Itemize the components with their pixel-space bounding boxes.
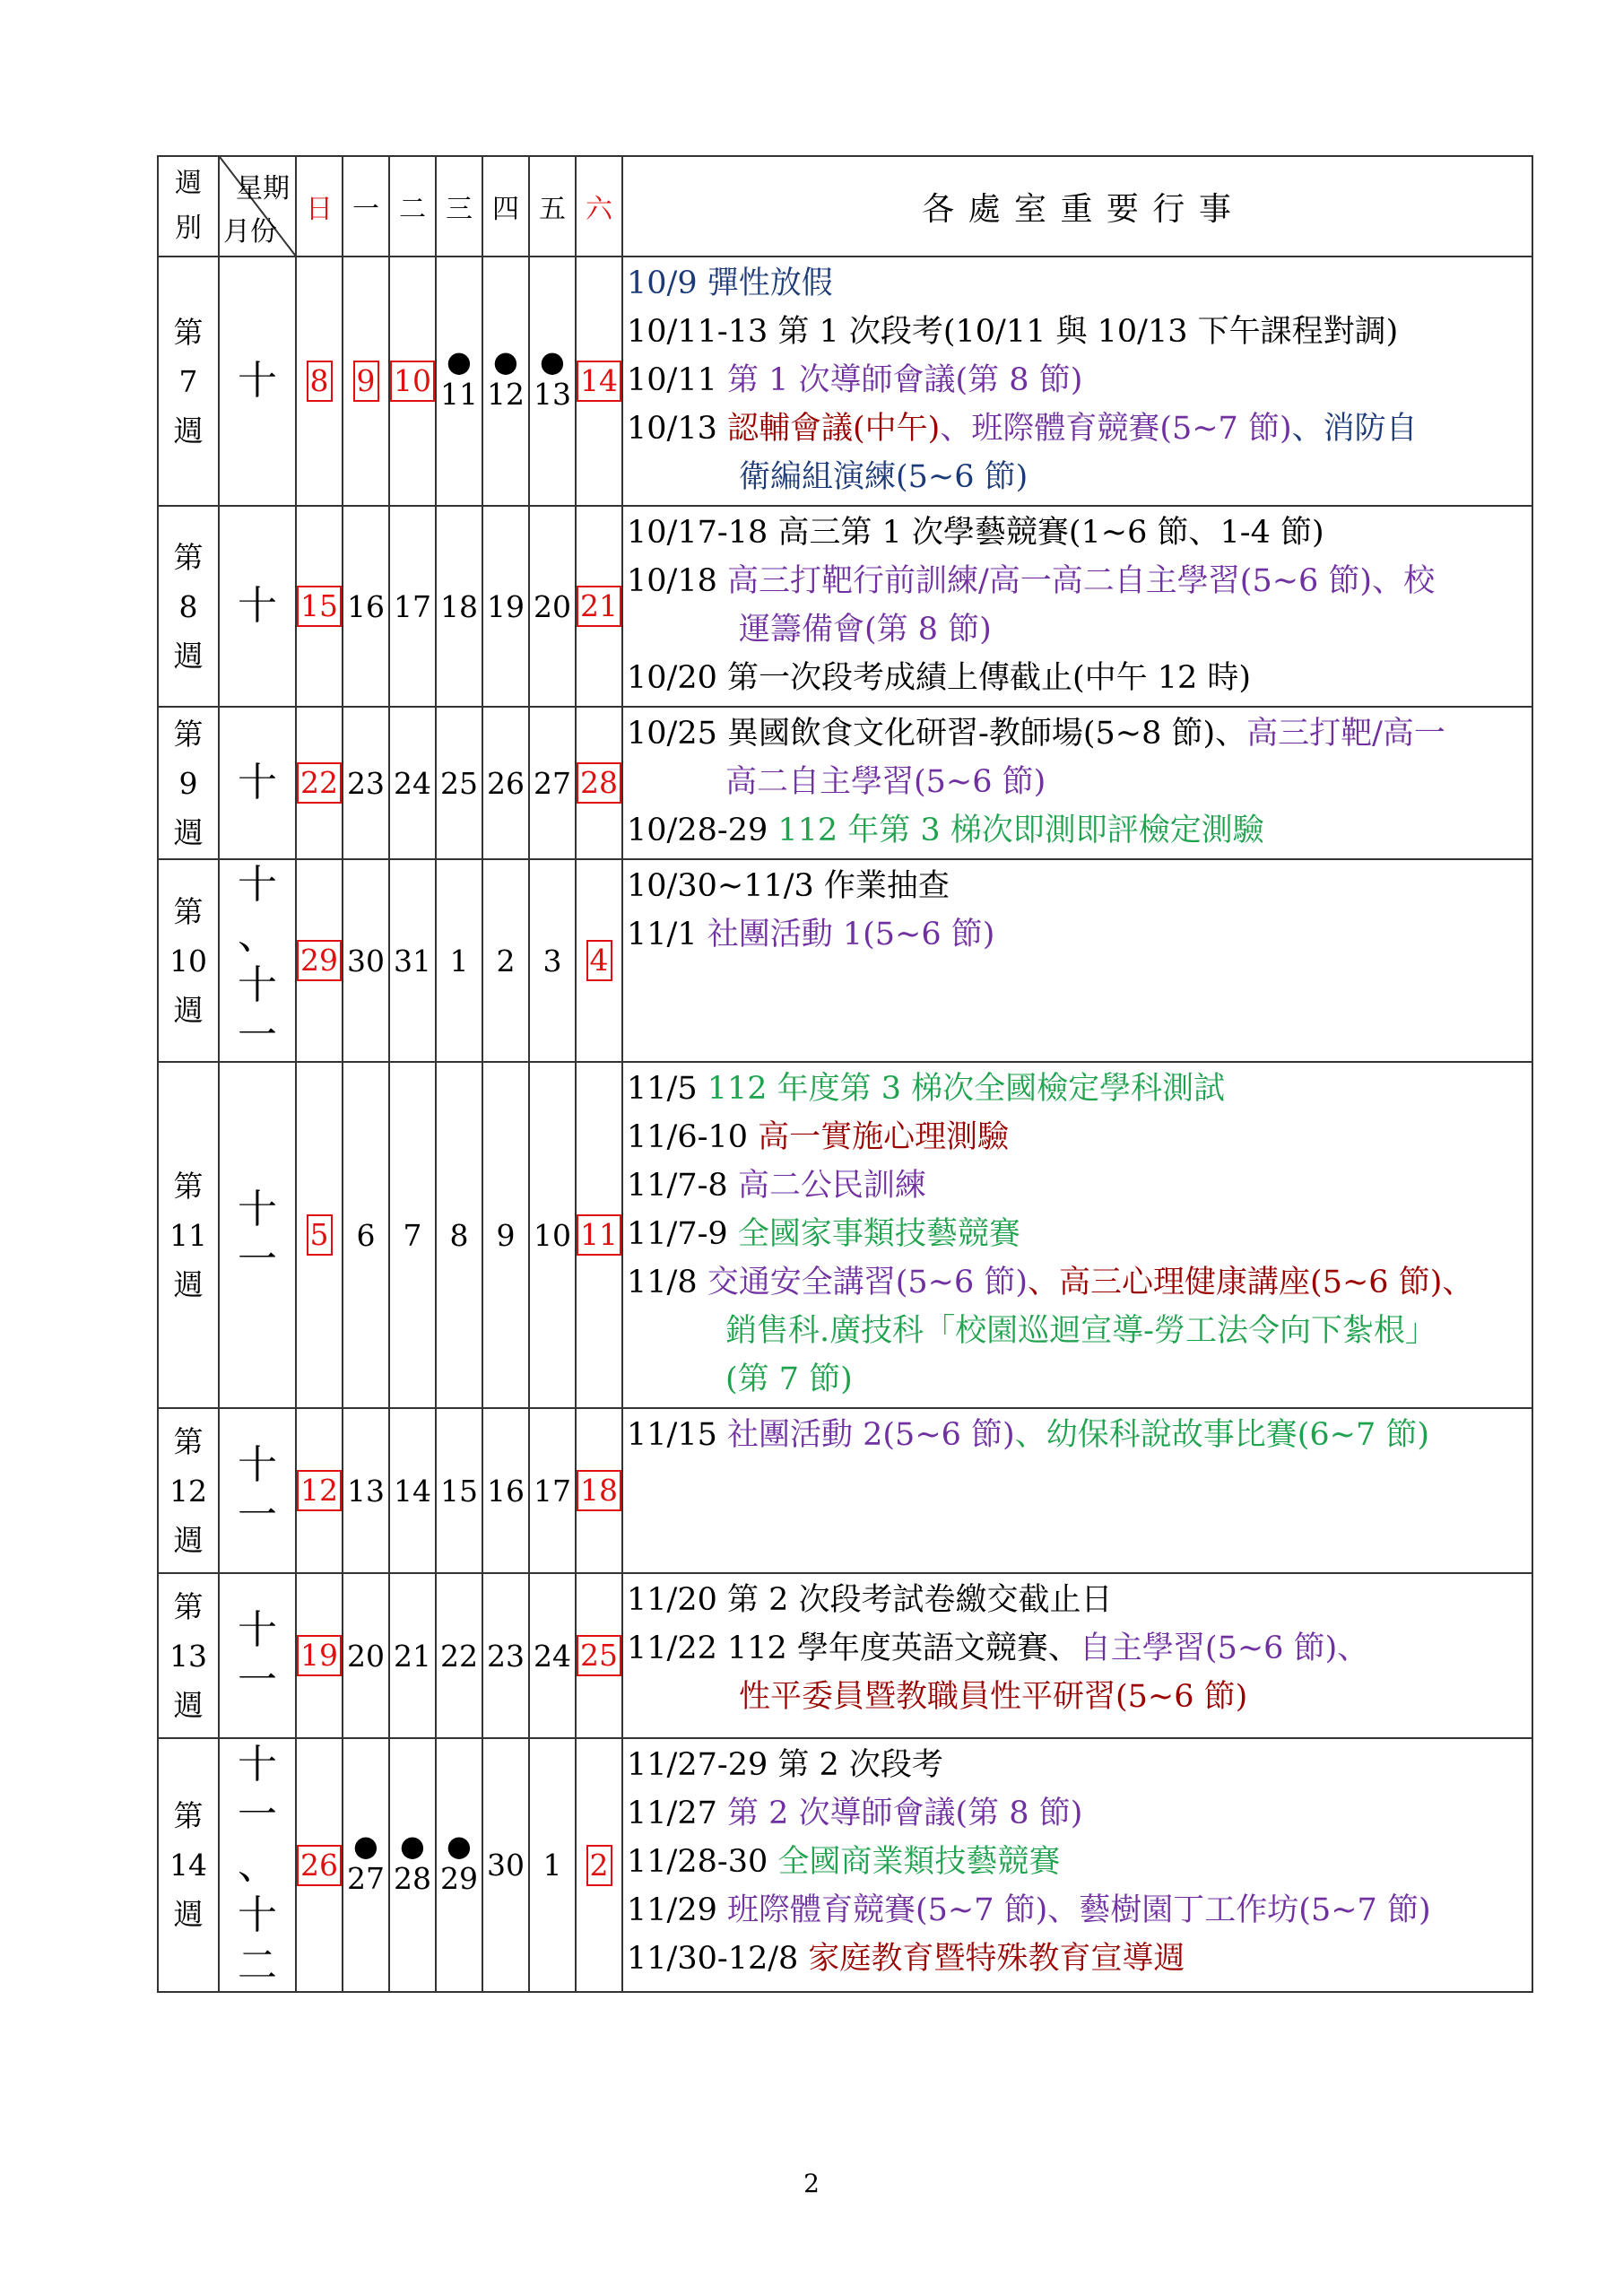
month-label-char: 十 bbox=[238, 1187, 277, 1232]
week-label-char: 第 bbox=[173, 716, 204, 752]
month-label-char: 十 bbox=[238, 760, 277, 805]
day-cell-sat bbox=[576, 1408, 622, 1573]
holiday-day-number: 18 bbox=[577, 1470, 621, 1511]
day-cell-sun bbox=[296, 1408, 343, 1573]
day-number: 10 bbox=[534, 1217, 571, 1253]
day-cell-wed bbox=[436, 506, 482, 707]
event-text: 11/20 第 2 次段考試卷繳交截止日 bbox=[627, 1582, 1113, 1618]
week-label-char: 第 bbox=[173, 314, 204, 350]
event-line bbox=[627, 1210, 1532, 1258]
event-text: 10/13 bbox=[627, 411, 727, 447]
event-text: 10/11-13 第 1 次段考(10/11 與 10/13 下午課程對調) bbox=[627, 314, 1399, 350]
event-line bbox=[627, 862, 1532, 910]
event-text: 10/28-29 bbox=[627, 813, 778, 848]
week-label-char: 9 bbox=[178, 765, 198, 801]
month-label-char: 十 bbox=[238, 962, 277, 1008]
week-row bbox=[158, 1062, 1532, 1408]
event-text: 112 年第 3 梯次即測即評檢定測驗 bbox=[777, 813, 1264, 848]
event-line bbox=[627, 1576, 1532, 1624]
day-cell-sun bbox=[296, 1573, 343, 1738]
event-text: 10/30~11/3 作業抽查 bbox=[627, 868, 950, 904]
week-label-char: 第 bbox=[173, 893, 204, 929]
event-text: 11/30-12/8 bbox=[627, 1941, 809, 1977]
day-cell-sat bbox=[576, 1573, 622, 1738]
week-label-char: 週 bbox=[173, 1897, 204, 1932]
page-number: 2 bbox=[803, 2169, 820, 2198]
holiday-day-number: 4 bbox=[586, 940, 612, 981]
week-label bbox=[158, 1408, 219, 1573]
week-label bbox=[158, 257, 219, 506]
month-label bbox=[219, 859, 296, 1062]
week-column-header: 週 別 bbox=[158, 156, 219, 257]
month-label bbox=[219, 506, 296, 707]
week-label bbox=[158, 859, 219, 1062]
week-label-char: 10 bbox=[169, 943, 207, 978]
day-cell-tue bbox=[389, 257, 436, 506]
week-label-char: 週 bbox=[173, 1266, 204, 1302]
week-label-char: 13 bbox=[169, 1638, 207, 1674]
events-cell bbox=[622, 1062, 1532, 1408]
event-line bbox=[627, 1258, 1532, 1307]
event-text: 社團活動 2(5~6 節) bbox=[727, 1417, 1015, 1453]
day-cell-mon bbox=[343, 506, 389, 707]
day-cell-mon bbox=[343, 859, 389, 1062]
day-cell-thu bbox=[482, 506, 529, 707]
month-label bbox=[219, 1062, 296, 1408]
day-number: 2 bbox=[496, 943, 516, 978]
month-label bbox=[219, 1408, 296, 1573]
week-label-char: 7 bbox=[178, 363, 198, 399]
day-cell-sun bbox=[296, 257, 343, 506]
day-cell-tue bbox=[389, 1573, 436, 1738]
event-line bbox=[627, 605, 1532, 654]
events-cell bbox=[622, 1408, 1532, 1573]
holiday-day-number: 8 bbox=[307, 361, 333, 402]
events-cell bbox=[622, 506, 1532, 707]
day-cell-mon bbox=[343, 1062, 389, 1408]
day-number: 27 bbox=[534, 765, 571, 801]
day-number: 13 bbox=[534, 377, 571, 412]
day-cell-sat bbox=[576, 506, 622, 707]
week-row bbox=[158, 506, 1532, 707]
event-line bbox=[627, 1065, 1532, 1113]
day-cell-thu bbox=[482, 1408, 529, 1573]
day-header-fri: 五 bbox=[529, 156, 576, 257]
event-text: 全國商業類技藝競賽 bbox=[777, 1844, 1061, 1880]
holiday-day-number: 14 bbox=[577, 361, 621, 402]
day-number: 24 bbox=[534, 1638, 571, 1674]
holiday-day-number: 15 bbox=[297, 586, 342, 627]
holiday-day-number: 2 bbox=[586, 1845, 612, 1886]
day-cell-mon bbox=[343, 707, 389, 859]
day-cell-sat bbox=[576, 257, 622, 506]
diag-weekday-label: 星期 bbox=[236, 173, 290, 204]
week-row bbox=[158, 1573, 1532, 1738]
event-text: 自主學習(5~6 節)、 bbox=[1079, 1631, 1369, 1666]
week-label-char: 8 bbox=[178, 588, 198, 624]
day-cell-wed bbox=[436, 707, 482, 859]
week-label-char: 第 bbox=[173, 1423, 204, 1459]
month-label-char: 一 bbox=[238, 1657, 277, 1703]
day-number: 14 bbox=[394, 1473, 431, 1509]
day-cell-thu bbox=[482, 1573, 529, 1738]
event-text: 11/29 bbox=[627, 1892, 727, 1928]
event-line bbox=[627, 259, 1532, 308]
week-label bbox=[158, 1738, 219, 1992]
day-number: 29 bbox=[440, 1860, 478, 1896]
day-number: 27 bbox=[347, 1860, 385, 1896]
exam-dot-icon: ● bbox=[353, 1828, 378, 1863]
day-cell-tue bbox=[389, 1408, 436, 1573]
day-cell-tue bbox=[389, 707, 436, 859]
month-label-char: 一 bbox=[238, 1013, 277, 1058]
day-number: 17 bbox=[394, 588, 431, 624]
week-label-char: 週 bbox=[173, 413, 204, 448]
events-header: 各 處 室 重 要 行 事 bbox=[622, 156, 1532, 257]
event-text: 11/15 bbox=[627, 1417, 727, 1453]
events-cell bbox=[622, 1738, 1532, 1992]
event-text: 、消防自 bbox=[1291, 411, 1418, 447]
holiday-day-number: 10 bbox=[390, 361, 435, 402]
event-text: 認輔會議(中午) bbox=[727, 411, 941, 447]
day-number: 17 bbox=[534, 1473, 571, 1509]
day-header-sat: 六 bbox=[576, 156, 622, 257]
month-label-char: 、 bbox=[238, 912, 277, 958]
event-line bbox=[627, 654, 1532, 702]
events-cell bbox=[622, 1573, 1532, 1738]
month-label-char: 一 bbox=[238, 1492, 277, 1538]
week-label-char: 12 bbox=[169, 1473, 207, 1509]
day-cell-thu bbox=[482, 1738, 529, 1992]
week-label-char: 第 bbox=[173, 1168, 204, 1204]
day-cell-wed bbox=[436, 1573, 482, 1738]
day-cell-mon bbox=[343, 1408, 389, 1573]
event-text: (第 7 節) bbox=[725, 1361, 853, 1397]
day-number: 16 bbox=[487, 1473, 525, 1509]
events-cell bbox=[622, 859, 1532, 1062]
day-number: 12 bbox=[487, 377, 525, 412]
day-number: 3 bbox=[542, 943, 562, 978]
event-line bbox=[627, 1673, 1532, 1721]
day-number: 9 bbox=[496, 1217, 516, 1253]
day-cell-wed bbox=[436, 859, 482, 1062]
week-label bbox=[158, 1573, 219, 1738]
month-label-char: 十 bbox=[238, 1607, 277, 1653]
day-number: 23 bbox=[347, 765, 385, 801]
day-cell-sun bbox=[296, 506, 343, 707]
event-line bbox=[627, 758, 1532, 806]
exam-dot-icon: ● bbox=[493, 344, 518, 378]
day-number: 20 bbox=[347, 1638, 385, 1674]
day-cell-fri bbox=[529, 506, 576, 707]
day-header-tue: 二 bbox=[389, 156, 436, 257]
week-row bbox=[158, 707, 1532, 859]
day-header-thu: 四 bbox=[482, 156, 529, 257]
week-label-char: 週 bbox=[173, 992, 204, 1028]
week-row bbox=[158, 257, 1532, 506]
event-text: 第 1 次導師會議(第 8 節) bbox=[727, 362, 1083, 398]
weekday-month-diagonal-header bbox=[219, 156, 296, 257]
week-label-char: 第 bbox=[173, 539, 204, 575]
event-text: 11/5 bbox=[627, 1071, 707, 1107]
event-text: 班際體育競賽(5~7 節)、藝樹園丁工作坊(5~7 節) bbox=[727, 1892, 1431, 1928]
day-number: 1 bbox=[542, 1848, 562, 1883]
day-number: 22 bbox=[440, 1638, 478, 1674]
exam-dot-icon: ● bbox=[447, 1828, 472, 1863]
day-cell-mon bbox=[343, 257, 389, 506]
week-label-char: 週 bbox=[173, 1522, 204, 1558]
event-text: 10/20 第一次段考成績上傳截止(中午 12 時) bbox=[627, 660, 1252, 696]
day-number: 21 bbox=[394, 1638, 431, 1674]
event-text: 11/27-29 第 2 次段考 bbox=[627, 1747, 943, 1783]
week-row bbox=[158, 1738, 1532, 1992]
exam-dot-icon: ● bbox=[447, 344, 472, 378]
month-label-char: 二 bbox=[238, 1942, 277, 1988]
holiday-day-number: 26 bbox=[297, 1845, 342, 1886]
event-text: 交通安全講習(5~6 節) bbox=[707, 1265, 1028, 1300]
month-label-char: 、 bbox=[238, 1841, 277, 1888]
event-text: 銷售科.廣技科「校園巡迴宣導-勞工法令向下紮根」 bbox=[725, 1313, 1436, 1349]
day-cell-thu bbox=[482, 1062, 529, 1408]
week-label-char: 週 bbox=[173, 638, 204, 674]
event-text: 10/18 bbox=[627, 563, 727, 599]
day-cell-sat bbox=[576, 1738, 622, 1992]
day-number: 20 bbox=[534, 588, 571, 624]
event-text: 112 年度第 3 梯次全國檢定學科測試 bbox=[707, 1071, 1226, 1107]
month-label-char: 一 bbox=[238, 1237, 277, 1283]
calendar-body bbox=[158, 257, 1532, 1992]
week-label-char: 14 bbox=[169, 1848, 207, 1883]
week-label-char: 週 bbox=[173, 1687, 204, 1723]
event-text: 10/25 異國飲食文化研習-教師場(5~8 節)、 bbox=[627, 716, 1247, 752]
month-label-char: 十 bbox=[238, 358, 277, 404]
week-row bbox=[158, 859, 1532, 1062]
day-cell-wed bbox=[436, 1408, 482, 1573]
month-label bbox=[219, 707, 296, 859]
day-cell-sat bbox=[576, 707, 622, 859]
day-header-mon: 一 bbox=[343, 156, 389, 257]
event-line bbox=[627, 453, 1532, 501]
header-row bbox=[158, 156, 1532, 257]
event-text: 11/7-8 bbox=[627, 1168, 738, 1204]
day-cell-fri bbox=[529, 1738, 576, 1992]
day-number: 19 bbox=[487, 588, 525, 624]
day-cell-fri bbox=[529, 1573, 576, 1738]
exam-dot-icon: ● bbox=[540, 344, 565, 378]
day-cell-fri bbox=[529, 257, 576, 506]
day-cell-thu bbox=[482, 257, 529, 506]
day-number: 7 bbox=[403, 1217, 422, 1253]
day-cell-sun bbox=[296, 1738, 343, 1992]
day-number: 31 bbox=[394, 943, 431, 978]
day-number: 23 bbox=[487, 1638, 525, 1674]
holiday-day-number: 9 bbox=[353, 361, 379, 402]
event-line bbox=[627, 1886, 1532, 1935]
day-number: 13 bbox=[347, 1473, 385, 1509]
day-number: 11 bbox=[440, 377, 478, 412]
event-text: 11/22 112 學年度英語文競賽、 bbox=[627, 1631, 1080, 1666]
holiday-day-number: 12 bbox=[297, 1470, 342, 1511]
holiday-day-number: 25 bbox=[577, 1635, 621, 1676]
event-text: 11/8 bbox=[627, 1265, 707, 1300]
month-label bbox=[219, 1573, 296, 1738]
day-header-sun: 日 bbox=[296, 156, 343, 257]
holiday-day-number: 28 bbox=[577, 762, 621, 804]
day-cell-sat bbox=[576, 1062, 622, 1408]
event-text: 高二公民訓練 bbox=[737, 1168, 926, 1204]
day-number: 16 bbox=[347, 588, 385, 624]
event-text: 第 2 次導師會議(第 8 節) bbox=[727, 1796, 1083, 1831]
month-label-char: 十 bbox=[238, 1741, 277, 1787]
event-text: 高一實施心理測驗 bbox=[758, 1119, 1010, 1155]
event-line bbox=[627, 806, 1532, 855]
holiday-day-number: 29 bbox=[297, 940, 342, 981]
day-cell-sun bbox=[296, 859, 343, 1062]
event-line bbox=[627, 1838, 1532, 1886]
day-number: 1 bbox=[449, 943, 469, 978]
event-text: 衛編組演練(5~6 節) bbox=[739, 459, 1028, 495]
day-cell-mon bbox=[343, 1573, 389, 1738]
event-text: 11/28-30 bbox=[627, 1844, 778, 1880]
day-cell-wed bbox=[436, 1738, 482, 1992]
week-label bbox=[158, 506, 219, 707]
day-number: 26 bbox=[487, 765, 525, 801]
exam-dot-icon: ● bbox=[400, 1828, 425, 1863]
event-text: 11/27 bbox=[627, 1796, 727, 1831]
day-cell-sun bbox=[296, 707, 343, 859]
event-text: 高三打靶行前訓練/高一高二自主學習(5~6 節)、校 bbox=[727, 563, 1436, 599]
event-text: 10/17-18 高三第 1 次學藝競賽(1~6 節、1-4 節) bbox=[627, 515, 1324, 551]
month-label-char: 十 bbox=[238, 1442, 277, 1488]
week-label-char: 第 bbox=[173, 1798, 204, 1833]
event-text: 10/11 bbox=[627, 362, 727, 398]
week-label-char: 週 bbox=[173, 814, 204, 850]
day-cell-thu bbox=[482, 859, 529, 1062]
event-line bbox=[627, 910, 1532, 959]
day-number: 30 bbox=[487, 1848, 525, 1883]
event-text: 全國家事類技藝競賽 bbox=[737, 1216, 1020, 1252]
diag-month-label: 月份 bbox=[223, 216, 277, 248]
event-text: 11/1 bbox=[627, 917, 707, 952]
day-cell-wed bbox=[436, 257, 482, 506]
day-cell-thu bbox=[482, 707, 529, 859]
holiday-day-number: 21 bbox=[577, 586, 621, 627]
day-cell-fri bbox=[529, 1408, 576, 1573]
day-header-wed: 三 bbox=[436, 156, 482, 257]
day-cell-wed bbox=[436, 1062, 482, 1408]
day-number: 8 bbox=[449, 1217, 469, 1253]
day-cell-fri bbox=[529, 859, 576, 1062]
week-label-char: 第 bbox=[173, 1588, 204, 1624]
day-cell-sat bbox=[576, 859, 622, 1062]
day-cell-tue bbox=[389, 1062, 436, 1408]
event-line bbox=[627, 1624, 1532, 1673]
month-label-char: 一 bbox=[238, 1791, 277, 1838]
calendar-table bbox=[157, 155, 1533, 1993]
week-label bbox=[158, 707, 219, 859]
week-label bbox=[158, 1062, 219, 1408]
holiday-day-number: 22 bbox=[297, 762, 342, 804]
day-number: 18 bbox=[440, 588, 478, 624]
event-line bbox=[627, 1789, 1532, 1838]
month-label-char: 十 bbox=[238, 583, 277, 629]
event-text: 社團活動 1(5~6 節) bbox=[707, 917, 995, 952]
event-text: 性平委員暨教職員性平研習(5~6 節) bbox=[739, 1679, 1248, 1715]
day-cell-mon bbox=[343, 1738, 389, 1992]
event-text: 高三打靶/高一 bbox=[1246, 716, 1445, 752]
day-cell-tue bbox=[389, 506, 436, 707]
event-text: 運籌備會(第 8 節) bbox=[739, 612, 992, 648]
event-text: 高二自主學習(5~6 節) bbox=[725, 764, 1046, 800]
event-text: 、班際體育競賽(5~7 節) bbox=[940, 411, 1292, 447]
day-number: 30 bbox=[347, 943, 385, 978]
event-text: 、幼保科說故事比賽(6~7 節) bbox=[1014, 1417, 1430, 1453]
day-cell-fri bbox=[529, 707, 576, 859]
day-number: 25 bbox=[440, 765, 478, 801]
day-number: 24 bbox=[394, 765, 431, 801]
event-text: 10/9 彈性放假 bbox=[627, 265, 833, 301]
holiday-day-number: 19 bbox=[297, 1635, 342, 1676]
holiday-day-number: 5 bbox=[307, 1214, 333, 1256]
event-line bbox=[627, 1307, 1532, 1355]
event-line bbox=[627, 404, 1532, 453]
day-cell-tue bbox=[389, 859, 436, 1062]
event-line bbox=[627, 1411, 1532, 1459]
event-text: 家庭教育暨特殊教育宣導週 bbox=[808, 1941, 1185, 1977]
event-text: 11/6-10 bbox=[627, 1119, 759, 1155]
month-label-char: 十 bbox=[238, 862, 277, 908]
month-label-char: 十 bbox=[238, 1892, 277, 1938]
events-cell bbox=[622, 257, 1532, 506]
day-number: 15 bbox=[440, 1473, 478, 1509]
day-cell-sun bbox=[296, 1062, 343, 1408]
event-line bbox=[627, 1113, 1532, 1161]
day-cell-tue bbox=[389, 1738, 436, 1992]
event-text: 、高三心理健康講座(5~6 節)、 bbox=[1028, 1265, 1474, 1300]
holiday-day-number: 11 bbox=[577, 1214, 621, 1256]
event-line bbox=[627, 509, 1532, 557]
event-line bbox=[627, 1935, 1532, 1983]
event-line bbox=[627, 1355, 1532, 1404]
event-text: 11/7-9 bbox=[627, 1216, 738, 1252]
events-cell bbox=[622, 707, 1532, 859]
month-label bbox=[219, 257, 296, 506]
event-line bbox=[627, 1741, 1532, 1789]
event-line bbox=[627, 709, 1532, 758]
week-row bbox=[158, 1408, 1532, 1573]
event-line bbox=[627, 557, 1532, 605]
event-line bbox=[627, 308, 1532, 356]
month-label bbox=[219, 1738, 296, 1992]
day-cell-fri bbox=[529, 1062, 576, 1408]
day-number: 6 bbox=[356, 1217, 376, 1253]
event-line bbox=[627, 1161, 1532, 1210]
week-label-char: 11 bbox=[169, 1217, 207, 1253]
day-number: 28 bbox=[394, 1860, 431, 1896]
event-line bbox=[627, 356, 1532, 404]
